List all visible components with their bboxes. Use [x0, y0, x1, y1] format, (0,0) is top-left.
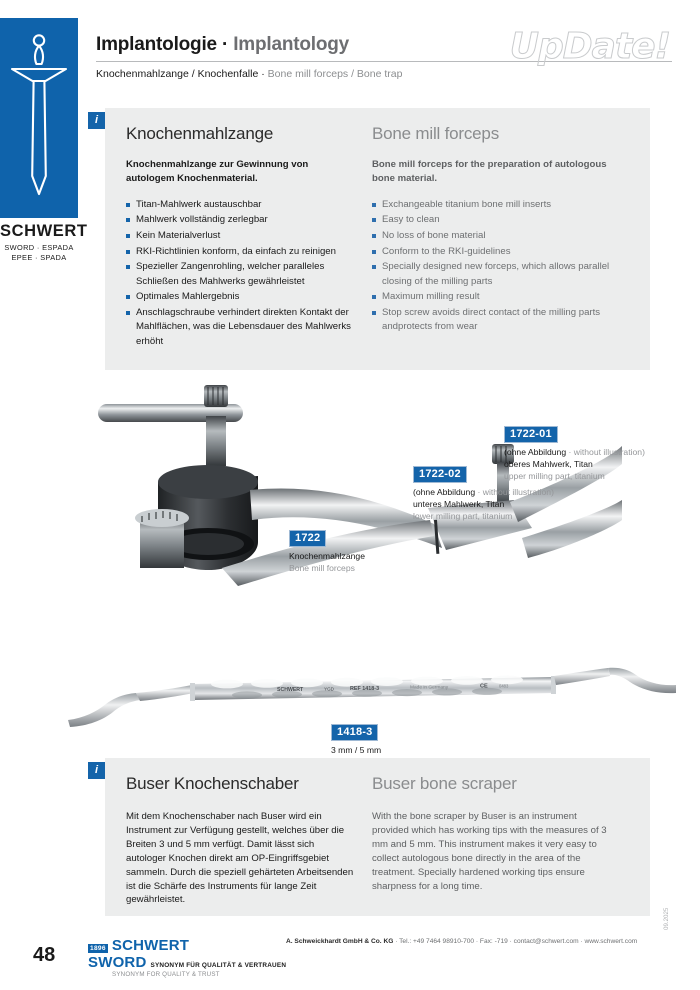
- page-subtitle-en: Bone mill forceps / Bone trap: [267, 68, 403, 80]
- forceps-feature-list-de: [126, 198, 358, 350]
- list-item: Titan-Mahlwerk austauschbar: [126, 198, 358, 213]
- list-item: RKI-Richtlinien konform, da einfach zu reinigen: [126, 245, 358, 260]
- list-item: Anschlagschraube verhindert direkten Kontakt der Mahlflächen, was die Lebensdauer des Mahlwerks erhöht: [126, 306, 358, 350]
- scraper-heading-en: Buser bone scraper: [372, 774, 517, 793]
- product-note-en: without illustration): [482, 487, 554, 497]
- article-number: 1722: [289, 530, 326, 547]
- engraving-brand: SCHWERT: [277, 687, 304, 693]
- product-note-en: without illustration): [573, 447, 645, 457]
- sword-icon: [0, 18, 78, 218]
- list-item: Optimales Mahlergebnis: [126, 290, 358, 305]
- info-badge-forceps: i: [88, 112, 105, 129]
- list-item: Stop screw avoids direct contact of the milling parts andprotects from wear: [372, 306, 616, 335]
- product-label-1418-3: [331, 722, 451, 756]
- list-item: Easy to clean: [372, 213, 616, 228]
- forceps-heading-de: Knochenmahlzange: [126, 124, 274, 143]
- list-item: Maximum milling result: [372, 290, 616, 305]
- list-item: No loss of bone material: [372, 229, 616, 244]
- list-item: Specially designed new forceps, which allows parallel closing of the milling parts: [372, 260, 616, 289]
- page-number: 48: [33, 944, 56, 966]
- page-title-en: Implantology: [233, 34, 350, 55]
- forceps-heading-en: Bone mill forceps: [372, 124, 499, 143]
- scraper-body-de: Mit dem Knochenschaber nach Buser wird ein Instrument zur Verfügung gestellt, welches über die Breiten 3 und 5 mm verfügt. Damit lässt sich autologer Knochen direkt am OP-Eingriffsgebiet sammeln. Durch die speziell gehärteten Arbeitsenden ist die Schärfe des Instruments für lange Zeit gewährleistet.: [126, 811, 354, 906]
- forceps-column-en: [372, 124, 616, 336]
- product-note: [413, 486, 613, 498]
- article-number: 1722-01: [504, 426, 558, 443]
- page-header: [96, 26, 672, 80]
- list-item: Conform to the RKI-guidelines: [372, 245, 616, 260]
- list-item: Spezieller Zangenrohling, welcher paralleles Schließen des Mahlwerks gewährleistet: [126, 260, 358, 289]
- product-name-de: 3 mm / 5 mm: [331, 745, 382, 755]
- product-note-de: (ohne Abbildung: [504, 447, 567, 457]
- footer-logo: [88, 938, 286, 978]
- brand-sub-1: SWORD · ESPADA: [4, 243, 74, 252]
- list-item: Kein Materialverlust: [126, 229, 358, 244]
- update-badge: UpDate!: [509, 26, 670, 67]
- page-subtitle-de: Knochenmahlzange / Knochenfalle: [96, 68, 259, 80]
- scraper-body-en: With the bone scraper by Buser is an instrument provided which has working tips with the measures of 3 mm and 5 mm. This instrument makes it very easy to collect autologous bone directly in the area of the treatment. Specially hardened working tips ensure sharpness for a long time.: [372, 811, 607, 892]
- product-name-de: oberes Mahlwerk, Titan: [504, 459, 593, 470]
- footer-claim-de: SYNONYM FÜR QUALITÄT & VERTRAUEN: [150, 962, 287, 969]
- forceps-lead-de: Knochenmahlzange zur Gewinnung von autologem Knochenmaterial.: [126, 159, 309, 184]
- product-name-en: lower milling part, titanium: [413, 511, 513, 522]
- engraving-lot: YGD: [324, 686, 334, 692]
- product-label-1722: [289, 528, 449, 574]
- brand-sub-2: EPEE · SPADA: [11, 252, 67, 262]
- product-label-1722-02: [413, 464, 613, 523]
- info-badge-scraper: i: [88, 762, 105, 779]
- brand-rail: [0, 18, 78, 218]
- revision-date: 09.2025: [663, 907, 670, 930]
- note-separator: ·: [566, 447, 574, 457]
- product-name-de: Knochenmahlzange: [289, 551, 365, 561]
- product-name-en: Bone mill forceps: [289, 563, 355, 574]
- product-name-en: upper milling part, titanium: [504, 471, 605, 482]
- list-item: Exchangeable titanium bone mill inserts: [372, 198, 616, 213]
- company-name: A. Schweickhardt GmbH & Co. KG: [286, 938, 394, 945]
- article-number: 1418-3: [331, 724, 378, 741]
- scraper-column-en: [372, 774, 616, 893]
- forceps-column-de: [126, 124, 358, 351]
- forceps-feature-list-en: [372, 198, 616, 335]
- article-number: 1722-02: [413, 466, 467, 483]
- page-title-de: Implantologie: [96, 34, 217, 55]
- engraving-ce-number: 0483: [499, 683, 509, 689]
- forceps-lead-en: Bone mill forceps for the preparation of autologous bone material.: [372, 159, 607, 184]
- footer-logo-de: SCHWERT: [111, 937, 190, 954]
- scraper-column-de: [126, 774, 354, 907]
- brand-name: SCHWERT: [0, 222, 88, 240]
- engraving-origin: Made in Germany: [410, 685, 449, 691]
- product-name-de: unteres Mahlwerk, Titan: [413, 499, 505, 510]
- brand-wordmark: [0, 222, 88, 263]
- ce-mark-icon: CE: [480, 683, 488, 690]
- list-item: Mahlwerk vollständig zerlegbar: [126, 213, 358, 228]
- footer-claim-en: SYNONYM FOR QUALITY & TRUST: [112, 971, 220, 978]
- contact-details: · Tel.: +49 7464 98910-700 · Fax: -719 · contact@schwert.com · www.schwert.com: [393, 938, 638, 945]
- note-separator: ·: [475, 487, 483, 497]
- footer-logo-en: SWORD: [88, 954, 147, 971]
- product-note: [504, 446, 684, 458]
- title-separator: ·: [216, 34, 234, 55]
- product-note-de: (ohne Abbildung: [413, 487, 476, 497]
- scraper-heading-de: Buser Knochenschaber: [126, 774, 299, 793]
- founding-year: 1896: [90, 945, 106, 952]
- subtitle-separator: ·: [258, 68, 268, 80]
- engraving-ref: REF 1418-3: [350, 686, 380, 692]
- footer-contact: [286, 938, 637, 945]
- page-subtitle: [96, 68, 672, 80]
